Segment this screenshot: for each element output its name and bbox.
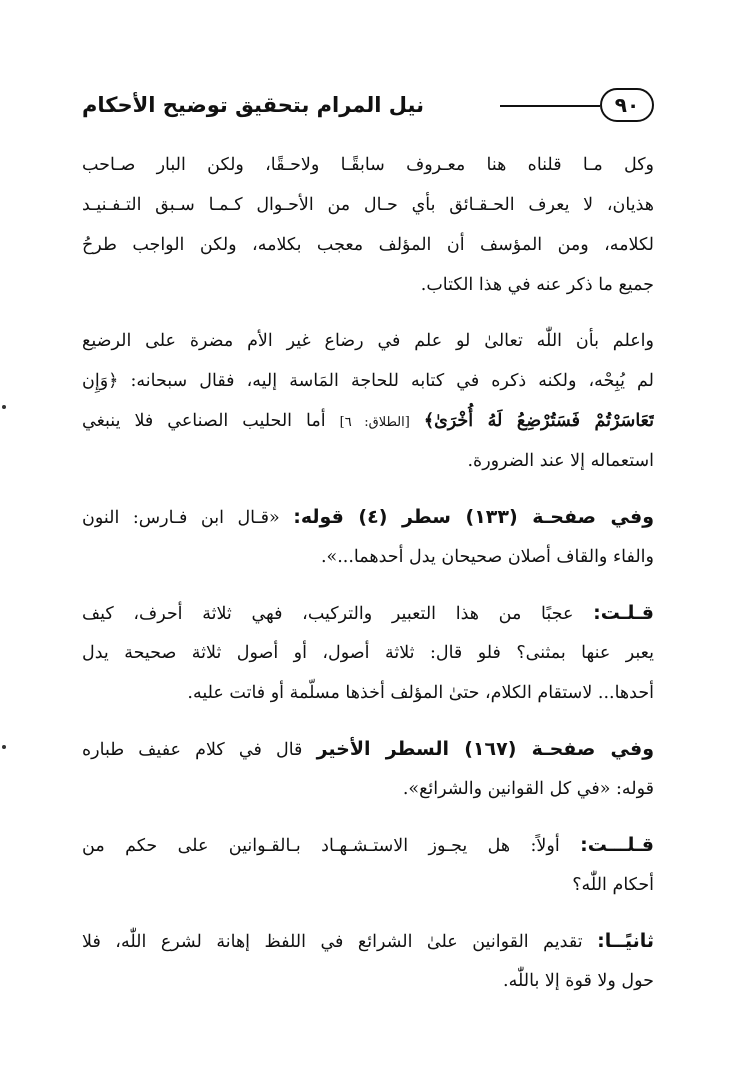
paragraph <box>82 921 654 1001</box>
page-header <box>82 86 654 132</box>
quran-verse: تَعَاسَرْتُمْ فَسَتُرْضِعُ لَهُ أُخْرَىٰ﴾ <box>423 411 654 431</box>
text-line-verse <box>82 401 654 441</box>
text-line: هذيان، لا يعرف الحـقـائق بأي حـال من الأحـوال كـمـا سـبق التـفـنيـد <box>82 195 654 215</box>
margin-mark <box>2 745 6 749</box>
text-line: أحدها... لاستقام الكلام، حتىٰ المؤلف أخذها مسلّمة أو فاتت عليه. <box>187 683 654 703</box>
text-line: يعبر عنها بمثنى؟ فلو قال: ثلاثة أصول، أو أصول ثلاثة صحيحة يدل <box>82 643 654 663</box>
header-rule <box>500 105 600 107</box>
lead-text: «قـال ابن فـارس: النون <box>82 508 280 528</box>
margin-mark <box>2 405 6 409</box>
paragraph <box>82 729 654 809</box>
lead-text: تقديم القوانين علىٰ الشرائع في اللفظ إهانة لشرع اللّٰه، فلا <box>82 932 583 952</box>
text-line: وكل مـا قلناه هنا معـروف سابقًـا ولاحـقًا، ولكن البار صـاحب <box>82 155 654 175</box>
text-line <box>82 921 654 961</box>
lead-text: أولاً: هل يجـوز الاستـشـهـاد بـالقـوانين على حكم من <box>82 836 560 856</box>
lead-text: عجبًا من هذا التعبير والتركيب، فهي ثلاثة أحرف، كيف <box>82 604 574 624</box>
verse-reference: [الطلاق: ٦] <box>339 415 410 430</box>
text-line <box>82 593 654 633</box>
text-line <box>82 825 654 865</box>
paragraph <box>82 145 654 305</box>
text-line <box>82 729 654 769</box>
lead-heading: قـلـت: <box>593 602 654 624</box>
lead-heading: قـلـــت: <box>580 834 654 856</box>
text-line: جميع ما ذكر عنه في هذا الكتاب. <box>420 275 654 295</box>
lead-heading: وفي صفحـة (١٣٣) سطر (٤) قوله: <box>293 506 654 528</box>
paragraph <box>82 825 654 905</box>
text-line: قوله: «في كل القوانين والشرائع». <box>402 779 654 799</box>
lead-heading: ثانيًــا: <box>597 930 654 952</box>
verse-tail: أما الحليب الصناعي فلا ينبغي <box>82 411 326 431</box>
text-line <box>82 497 654 537</box>
text-line: والفاء والقاف أصلان صحيحان يدل أحدهما...». <box>320 547 654 567</box>
paragraph <box>82 497 654 577</box>
lead-text: قال في كلام عفيف طباره <box>82 740 303 760</box>
page-body <box>82 145 654 1017</box>
text-line: لكلامه، ومن المؤسف أن المؤلف معجب بكلامه، ولكن الواجب طرحُ <box>82 235 654 255</box>
text-line: لم يُبِحْه، ولكنه ذكره في كتابه للحاجة المَاسة إليه، فقال سبحانه: ﴿وَإِن <box>82 371 654 391</box>
paragraph <box>82 321 654 481</box>
text-line: حول ولا قوة إلا باللّٰه. <box>503 971 654 991</box>
page-number: ٩٠ <box>600 88 654 122</box>
lead-heading: وفي صفحـة (١٦٧) السطر الأخير <box>316 738 654 760</box>
book-title: نيل المرام بتحقيق توضيح الأحكام <box>82 93 424 117</box>
text-line: أحكام اللّٰه؟ <box>572 875 654 895</box>
paragraph <box>82 593 654 713</box>
text-line: واعلم بأن اللّٰه تعالىٰ لو علم في رضاع غير الأم مضرة على الرضيع <box>82 331 654 351</box>
text-line: استعماله إلا عند الضرورة. <box>467 451 654 471</box>
